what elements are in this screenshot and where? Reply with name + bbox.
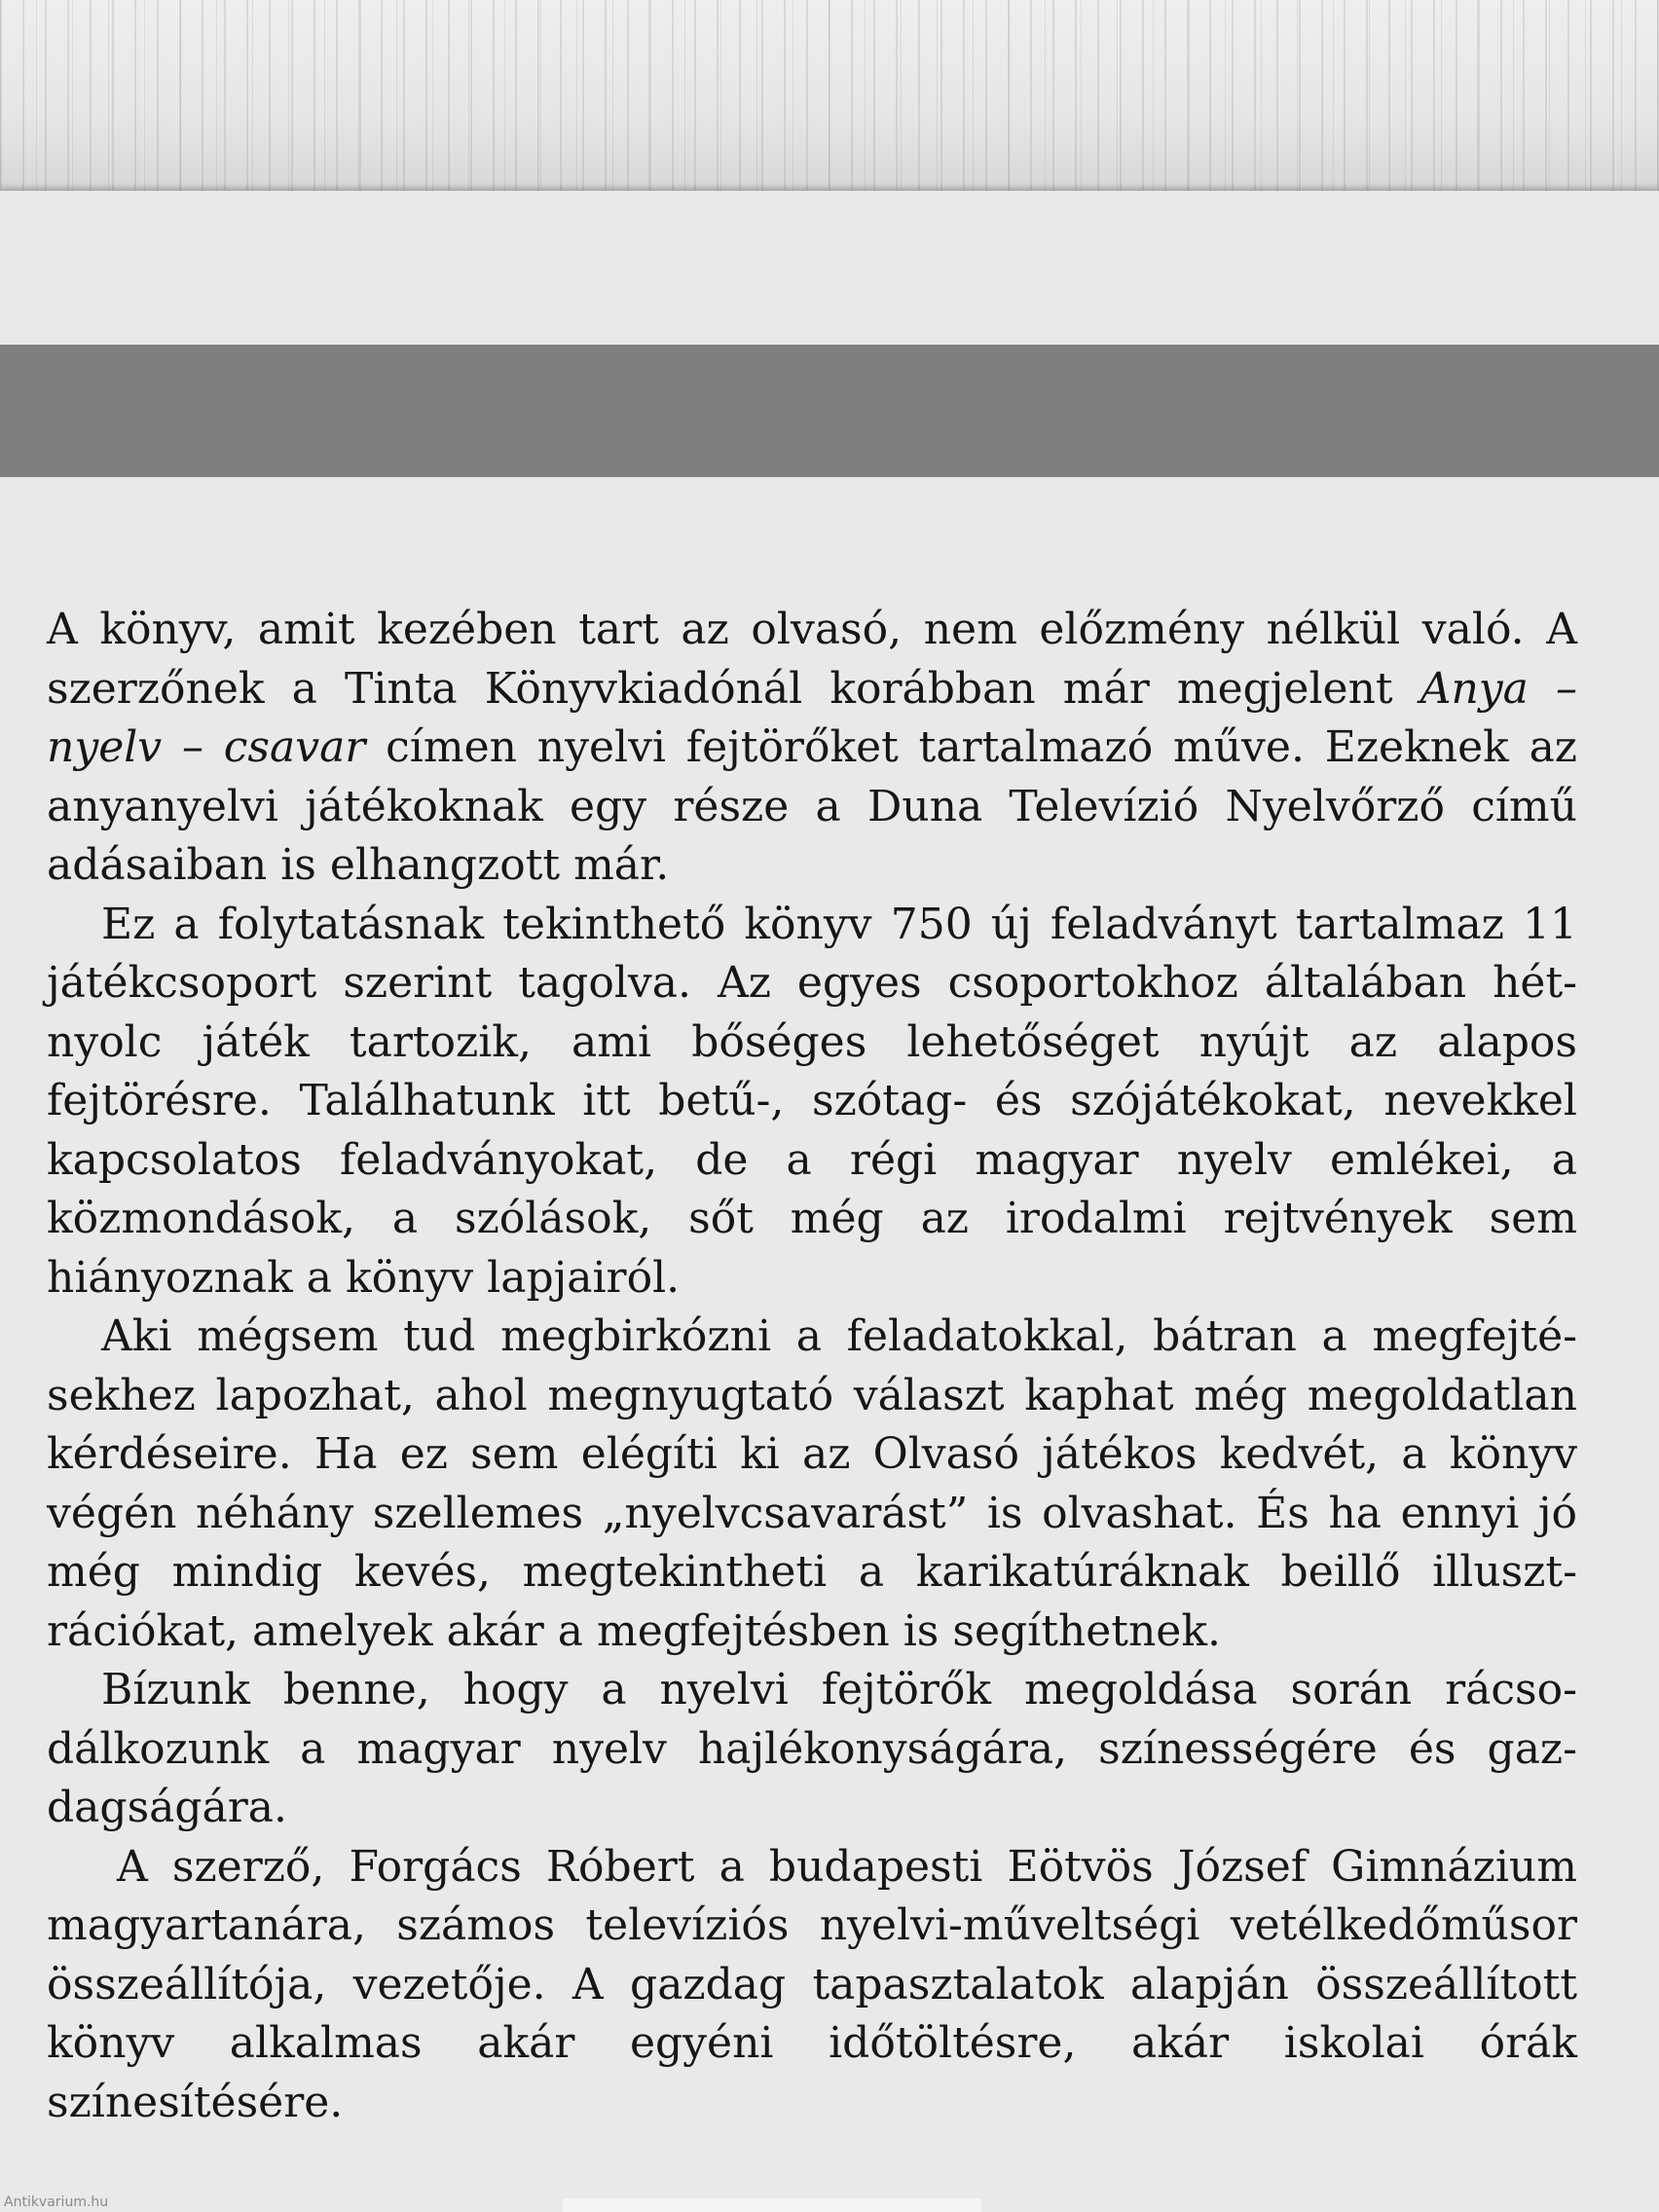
paragraph-4: Bízunk benne, hogy a nyelvi fejtörők megoldása során rácsodálkozunk a magyar nyelv hajlékonyságára, színességére és gazdagságára. xyxy=(47,1665,1577,1832)
paragraph-1: A könyv, amit kezében tart az olvasó, nem előzmény nélkül való. A szerzőnek a Tinta Könyvkiadónál korábban már megjelent Anya – nyelv – csavar címen nyelvi fejtörőket tartalmazó műve. Ezeknek az anyanyelvi játékoknak egy része a Duna Televízió Nyelvőrző című adásaiban is elhangzott már. xyxy=(47,605,1577,890)
header-band xyxy=(0,345,1659,477)
blurb-text xyxy=(47,601,1577,2132)
paragraph-2: Ez a folytatásnak tekinthető könyv 750 új feladványt tartalmaz 11 játékcsoport szerint tagolva. Az egyes csoportokhoz általában hét-nyolc játék tartozik, ami bőséges lehetőséget nyújt az alapos fejtörésre. Találhatunk itt betű-, szótag- és szójátékokat, nevekkel kapcsolatos feladványokat, de a régi magyar nyelv emlékei, a közmondások, a szólások, sőt még az irodalmi rejtvények sem hiányoznak a könyv lapjairól. xyxy=(47,899,1577,1303)
paragraph-5: A szerző, Forgács Róbert a budapesti Eötvös József Gimnázium magyartanára, számos televíziós nyelvi-műveltségi vetélkedőműsor összeállítója, vezetője. A gazdag tapasztalatok alapján összeállított könyv alkalmas akár egyéni időtöltésre, akár iskolai órák színesítésére. xyxy=(47,1841,1577,2127)
watermark: Antikvarium.hu xyxy=(4,2194,109,2210)
book-title-italic: Anya – nyelv – csavar xyxy=(47,663,1577,772)
paragraph-3: Aki mégsem tud megbirkózni a feladatokkal, bátran a megfejtésekhez lapozhat, ahol megnyugtató választ kaphat még megoldatlan kérdéseire. Ha ez sem elégíti ki az Olvasó játékos kedvét, a könyv végén néhány szellemes „nyelvcsavarást” is olvashat. És ha ennyi jó még mindig kevés, megtekintheti a karikatúráknak beillő illusztrációkat, amelyek akár a megfejtésben is segíthetnek. xyxy=(47,1311,1577,1656)
background-texture xyxy=(0,0,1659,195)
bottom-page-tab xyxy=(563,2198,981,2212)
